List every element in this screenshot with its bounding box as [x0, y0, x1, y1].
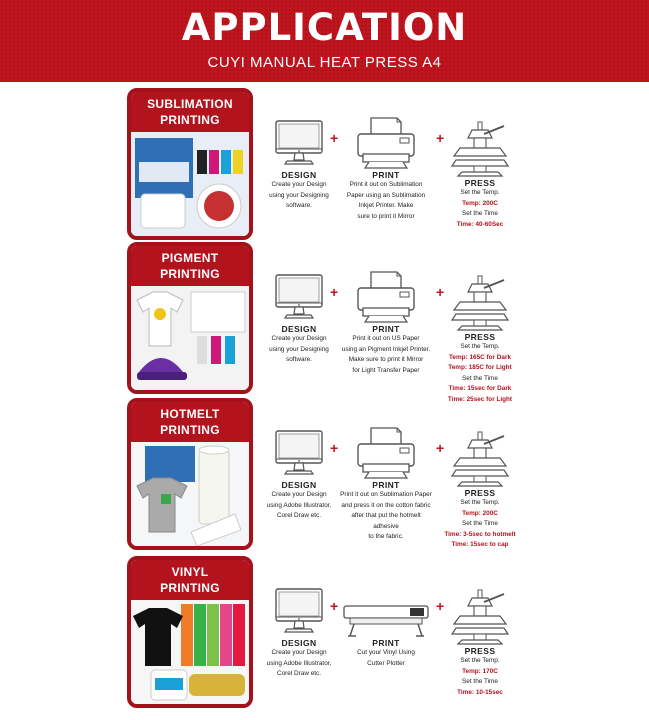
- product-photo: [131, 600, 249, 704]
- press-setting-value: Time: 40-60Sec: [456, 220, 504, 228]
- design-desc-line: Create your Design: [271, 335, 327, 342]
- print-desc-line: using an Pigment Inkjet Printer.: [341, 345, 431, 353]
- press-label: PRESS: [464, 178, 496, 188]
- press-step: [442, 430, 518, 551]
- design-desc-line: Create your Design: [271, 649, 327, 656]
- heat-press-icon: [442, 588, 518, 646]
- cutter-plotter-icon: [338, 600, 434, 638]
- design-desc-line: Create your Design: [271, 181, 327, 188]
- design-label: DESIGN: [281, 170, 317, 180]
- design-label: DESIGN: [281, 638, 317, 648]
- product-photo: [131, 286, 249, 390]
- press-desc-line: Set the Temp.: [460, 657, 500, 664]
- print-desc-line: for Light Transfer Paper: [352, 366, 420, 374]
- press-setting-value: Time: 15sec to cap: [451, 541, 509, 548]
- plus-icon: +: [436, 440, 445, 456]
- press-label: PRESS: [464, 488, 496, 498]
- print-desc-line: Cut your Vinyl Using: [357, 649, 415, 656]
- method-tag: [131, 560, 249, 600]
- press-setting-value: Time: 25sec for Light: [447, 395, 513, 403]
- design-desc-line: using your Designing: [269, 191, 329, 199]
- print-step: [338, 426, 434, 543]
- print-step: [338, 600, 434, 669]
- print-step: [338, 116, 434, 222]
- print-desc-line: Print it out on US Paper: [352, 335, 420, 342]
- plus-icon: +: [436, 598, 445, 614]
- press-desc-line: Set the Temp.: [460, 499, 500, 506]
- method-tag: [131, 92, 249, 132]
- press-step: [442, 588, 518, 698]
- design-step: [264, 272, 334, 366]
- page-title: APPLICATION: [181, 6, 468, 49]
- press-desc-line: Set the Time: [462, 678, 498, 685]
- design-desc-line: using your Designing: [269, 345, 329, 353]
- print-desc-line: to the fabric.: [368, 533, 404, 540]
- product-photo: [131, 442, 249, 546]
- design-step: [264, 586, 334, 680]
- press-setting-value: Time: 10-15sec: [457, 688, 503, 696]
- press-desc-line: Set the Temp.: [460, 343, 500, 350]
- plus-icon: +: [330, 440, 339, 456]
- press-desc-line: Set the Time: [462, 210, 498, 217]
- print-desc-line: Make sure to print it Mirror: [348, 356, 424, 363]
- press-setting-value: Temp: 165C for Dark: [448, 353, 512, 361]
- computer-icon: [264, 272, 334, 324]
- heat-press-icon: [442, 430, 518, 488]
- method-tag-line1: SUBLIMATION: [147, 97, 233, 111]
- print-desc-line: Print it out on Sublimation: [349, 181, 423, 188]
- press-desc-line: Set the Time: [462, 374, 498, 382]
- plus-icon: +: [436, 284, 445, 300]
- print-desc-line: Inkjet Printer. Make: [358, 202, 414, 209]
- plus-icon: +: [330, 284, 339, 300]
- press-setting-value: Temp: 185C for Light: [448, 364, 512, 371]
- method-card: [127, 242, 253, 394]
- header-banner: [0, 0, 649, 82]
- method-tag-line1: PIGMENT: [161, 251, 219, 265]
- print-label: PRINT: [372, 170, 400, 180]
- print-desc-line: and press it on the cotton fabric: [341, 501, 431, 509]
- heat-press-icon: [442, 120, 518, 178]
- printer-icon: [338, 116, 434, 170]
- method-card: [127, 398, 253, 550]
- design-desc-line: Create your Design: [271, 491, 327, 498]
- plus-icon: +: [330, 598, 339, 614]
- product-photo: [131, 132, 249, 236]
- method-card: [127, 88, 253, 240]
- method-tag: [131, 402, 249, 442]
- print-label: PRINT: [372, 638, 400, 648]
- press-desc-line: Set the Time: [462, 520, 498, 527]
- press-label: PRESS: [464, 332, 496, 342]
- method-tag-line2: PRINTING: [160, 113, 220, 127]
- print-desc-line: Paper using an Sublimation: [346, 191, 426, 199]
- heat-press-icon: [442, 274, 518, 332]
- print-desc-line: sure to print it Mirror: [357, 212, 415, 220]
- print-desc-line: after that put the hotmelt adhesive: [351, 512, 421, 530]
- print-label: PRINT: [372, 480, 400, 490]
- print-step: [338, 270, 434, 376]
- page-subtitle: CUYI MANUAL HEAT PRESS A4: [207, 54, 442, 71]
- method-tag-line2: PRINTING: [160, 423, 220, 437]
- printer-icon: [338, 426, 434, 480]
- method-card: [127, 556, 253, 708]
- design-desc-line: software.: [286, 202, 312, 209]
- application-row: [0, 88, 649, 241]
- print-desc-line: Cutter Plotter: [367, 659, 405, 667]
- press-step: [442, 120, 518, 230]
- design-step: [264, 428, 334, 522]
- application-row: [0, 242, 649, 403]
- design-desc-line: Corel Draw etc.: [276, 512, 322, 519]
- application-row: [0, 398, 649, 551]
- design-step: [264, 118, 334, 212]
- computer-icon: [264, 118, 334, 170]
- plus-icon: +: [436, 130, 445, 146]
- press-setting-value: Temp: 170C: [462, 667, 498, 675]
- application-row: [0, 556, 649, 709]
- design-desc-line: using Adobe Illustrator,: [266, 501, 332, 509]
- press-setting-value: Temp: 200C: [462, 509, 498, 517]
- plus-icon: +: [330, 130, 339, 146]
- method-tag: [131, 246, 249, 286]
- method-tag-line2: PRINTING: [160, 267, 220, 281]
- method-tag-line2: PRINTING: [160, 581, 220, 595]
- print-desc-line: Print it out on Sublimation Paper: [340, 491, 432, 498]
- printer-icon: [338, 270, 434, 324]
- design-desc-line: Corel Draw etc.: [276, 670, 322, 677]
- design-desc-line: using Adobe Illustrator,: [266, 659, 332, 667]
- method-tag-line1: VINYL: [171, 565, 209, 579]
- press-desc-line: Set the Temp.: [460, 189, 500, 196]
- design-label: DESIGN: [281, 480, 317, 490]
- print-label: PRINT: [372, 324, 400, 334]
- press-label: PRESS: [464, 646, 496, 656]
- press-step: [442, 274, 518, 405]
- press-setting-value: Time: 3-5sec to hotmelt: [444, 530, 516, 538]
- design-label: DESIGN: [281, 324, 317, 334]
- press-setting-value: Temp: 200C: [462, 199, 498, 207]
- computer-icon: [264, 428, 334, 480]
- press-setting-value: Time: 15sec for Dark: [448, 385, 512, 392]
- computer-icon: [264, 586, 334, 638]
- method-tag-line1: HOTMELT: [160, 407, 220, 421]
- design-desc-line: software.: [286, 356, 312, 363]
